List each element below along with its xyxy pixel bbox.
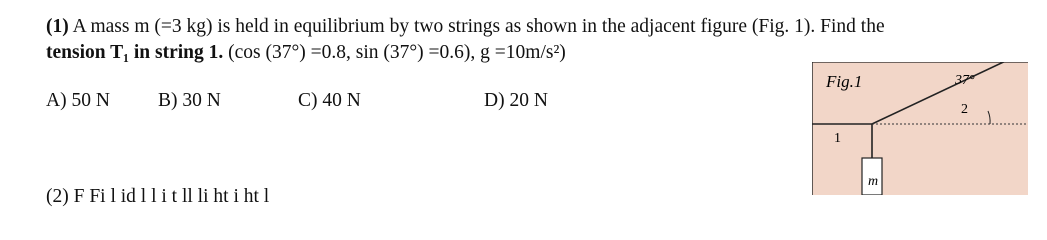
mass-label: m bbox=[868, 174, 879, 189]
option-c[interactable]: C) 40 N bbox=[298, 90, 361, 111]
option-d[interactable]: D) 20 N bbox=[484, 90, 548, 111]
question-text-part1: A mass m (=3 kg) is held in equilibrium by two strings as shown in the adjacent figure (Fig. 1). Find the bbox=[72, 16, 885, 37]
question-number: (1) bbox=[46, 16, 69, 37]
figure-1 bbox=[812, 62, 1028, 195]
question-1 bbox=[46, 14, 1036, 66]
string-2-label: 2 bbox=[961, 102, 968, 117]
angle-label: 37° bbox=[955, 73, 975, 88]
option-b[interactable]: B) 30 N bbox=[158, 90, 221, 111]
string-1-label: 1 bbox=[834, 131, 841, 146]
question-text-part2: (cos (37°) =0.8, sin (37°) =0.6), g =10m/s²) bbox=[228, 42, 566, 63]
next-question-fragment: (2) F Fi l id l l i t ll li ht i ht l bbox=[46, 186, 270, 207]
figure-1-drawing bbox=[812, 62, 1028, 195]
question-text-bold: tension T₁ in string 1. bbox=[46, 42, 224, 63]
figure-caption: Fig.1 bbox=[826, 72, 863, 91]
option-a[interactable]: A) 50 N bbox=[46, 90, 110, 111]
